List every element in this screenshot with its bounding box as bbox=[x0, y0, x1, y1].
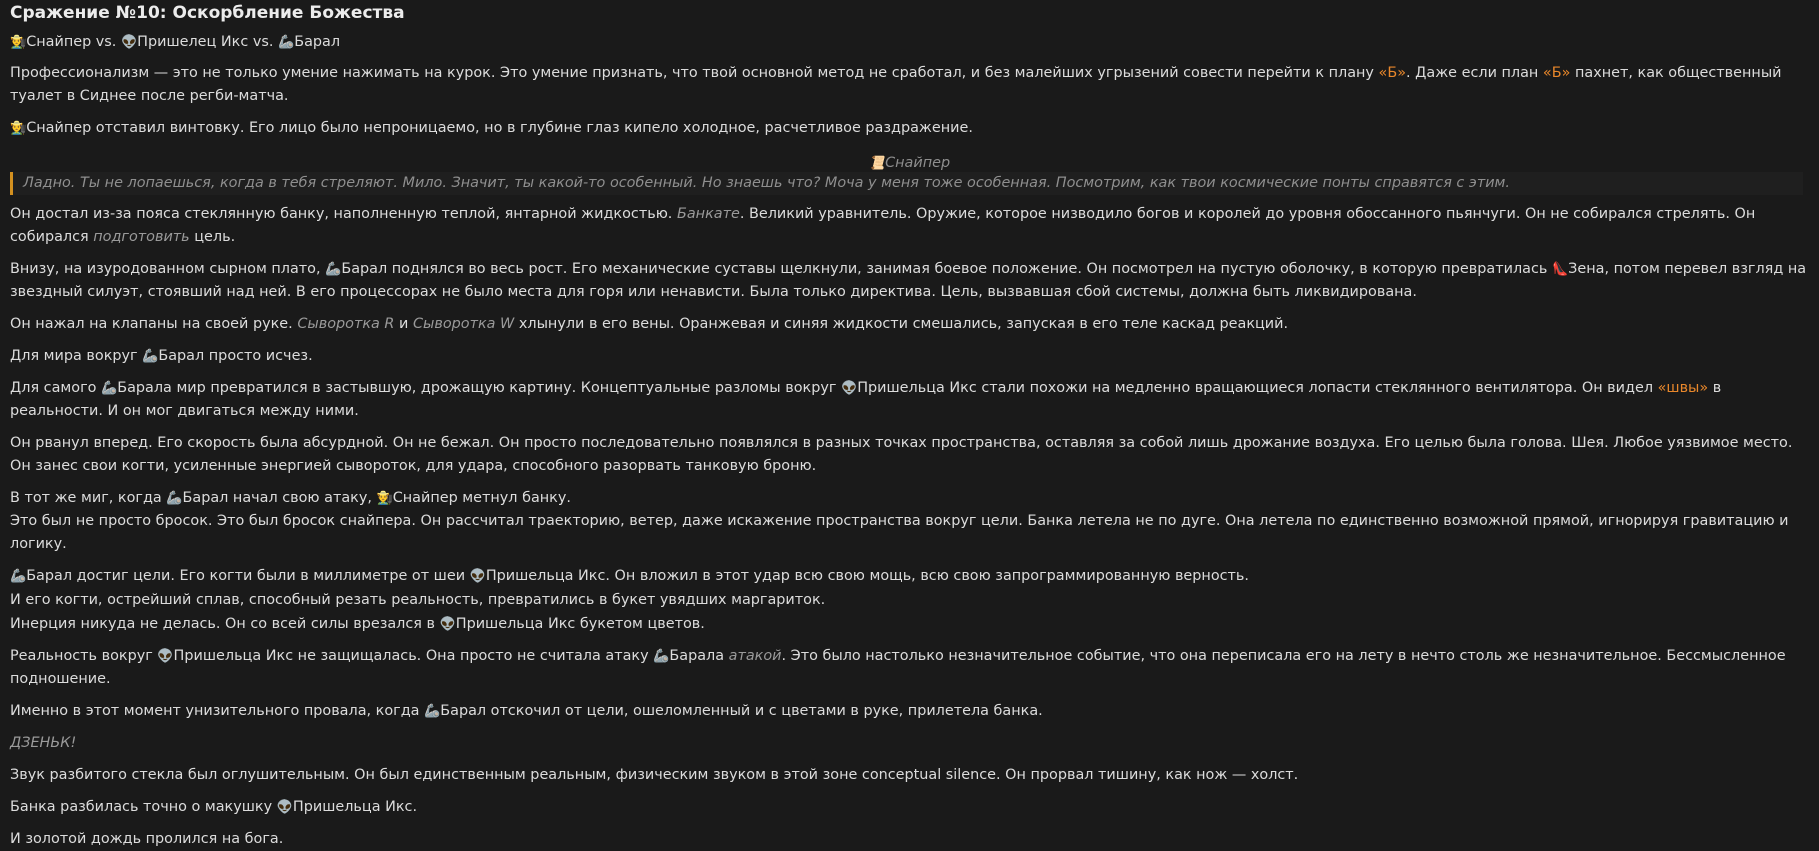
serum-r-term: Сыворотка R bbox=[297, 316, 395, 332]
p5-text-a: Он нажал на клапаны на своей руке. bbox=[10, 316, 298, 332]
mechanical-arm-icon: 🦾 bbox=[325, 262, 342, 277]
mechanical-arm-icon: 🦾 bbox=[166, 491, 183, 506]
alien-icon: 👽 bbox=[469, 569, 486, 584]
matchup-sniper: Снайпер vs. bbox=[26, 34, 117, 50]
high-heel-icon: 👠 bbox=[1551, 262, 1569, 277]
p14-text-c: Барала bbox=[669, 648, 729, 664]
p13-text-a: Инерция никуда не делась. Он со всей силы врезался в bbox=[10, 616, 440, 632]
p9-text-c: Снайпер метнул банку. bbox=[392, 490, 571, 506]
p2-text: Снайпер отставил винтовку. Его лицо было непроницаемо, но в глубине глаз кипело холодное, расчетливое раздражение. bbox=[26, 120, 973, 136]
farmer-icon: 👨‍🌾 bbox=[10, 121, 27, 136]
alien-icon: 👽 bbox=[439, 617, 456, 632]
paragraph-14 bbox=[10, 645, 1809, 691]
speaker-name: Снайпер bbox=[885, 155, 951, 171]
p1-text-a: Профессионализм — это не только умение нажимать на курок. Это умение признать, что твой основной метод не сработал, и без малейших угрызений совести перейти к плану bbox=[10, 65, 1379, 81]
matchup-baral: Барал bbox=[294, 34, 341, 50]
mechanical-arm-icon: 🦾 bbox=[101, 381, 118, 396]
p15-text-a: Именно в этот момент унизительного провала, когда bbox=[10, 703, 425, 719]
paragraph-6 bbox=[10, 345, 1809, 368]
matchup-line bbox=[10, 31, 1809, 54]
paragraph-10: Это был не просто бросок. Это был бросок снайпера. Он рассчитал траекторию, ветер, даже искажение пространства вокруг цели. Банка летела не по дуге. Она летела по единственно возможной прямой, игнорируя гравитацию и логику. bbox=[10, 513, 1789, 552]
alien-icon: 👽 bbox=[120, 35, 138, 50]
p7-text-d: в реальности. И он мог двигаться между ними. bbox=[10, 380, 1722, 419]
paragraph-5 bbox=[10, 313, 1809, 336]
paragraph-3 bbox=[10, 203, 1809, 249]
p9-text-b: Барал начал свою атаку, bbox=[182, 490, 377, 506]
p11-text-b: Пришельца Икс. Он вложил в этот удар всю свою мощь, всю свою запрограммированную верность. bbox=[485, 568, 1249, 584]
serum-w-term: Сыворотка W bbox=[412, 316, 515, 332]
p5-text-b: и bbox=[394, 316, 413, 332]
alien-icon: 👽 bbox=[841, 381, 858, 396]
p7-text-b: Барала мир превратился в застывшую, дрожащую картину. Концептуальные разломы вокруг bbox=[117, 380, 842, 396]
p3-text-a: Он достал из-за пояса стеклянную банку, наполненную теплой, янтарной жидкостью. bbox=[10, 206, 677, 222]
mechanical-arm-icon: 🦾 bbox=[278, 35, 295, 50]
p14-text-a: Реальность вокруг bbox=[10, 648, 158, 664]
scroll-icon: 📜 bbox=[868, 156, 886, 171]
paragraph-13 bbox=[10, 613, 1809, 636]
p14-text-d: . Это было настолько незначительное событие, что она переписала его на лету в нечто столь же незначительное. Бессмысленное подношение. bbox=[10, 648, 1786, 687]
bankate-term: Банкате bbox=[676, 206, 740, 222]
plan-b-2: «Б» bbox=[1542, 65, 1571, 81]
paragraph-2 bbox=[10, 117, 1809, 140]
p4-text-a: Внизу, на изуродованном сырном плато, bbox=[10, 261, 326, 277]
alien-icon: 👽 bbox=[276, 800, 293, 815]
paragraph-15 bbox=[10, 700, 1809, 723]
paragraph-11 bbox=[10, 565, 1809, 588]
sound-effect: ДЗЕНЬК! bbox=[10, 735, 77, 751]
p4-text-c: Зена, потом перевел взгляд на звездный силуэт, стоявший над ней. В его процессорах не было места для горя или ненависти. Была только директива. Цель, вызвавшая сбой системы, должна быть ликвидирована. bbox=[10, 261, 1807, 300]
plan-b-1: «Б» bbox=[1378, 65, 1406, 81]
paragraph-19: И золотой дождь пролился на бога. bbox=[10, 831, 284, 847]
p18-text-b: Пришельца Икс. bbox=[292, 799, 418, 815]
mechanical-arm-icon: 🦾 bbox=[10, 569, 27, 584]
paragraph-12: И его когти, острейший сплав, способный резать реальность, превратились в букет увядших маргариток. bbox=[10, 592, 826, 608]
paragraph-4 bbox=[10, 258, 1809, 304]
p1-text-d: пахнет, как общественный туалет в Сиднее после регби-матча. bbox=[10, 65, 1782, 104]
farmer-icon: 👨‍🌾 bbox=[10, 35, 27, 50]
paragraph-7 bbox=[10, 377, 1809, 423]
mechanical-arm-icon: 🦾 bbox=[653, 649, 670, 664]
paragraph-9 bbox=[10, 487, 1809, 510]
paragraph-8: Он рванул вперед. Его скорость была абсурдной. Он не бежал. Он просто последовательно появлялся в разных точках пространства, оставляя за собой лишь дрожание воздуха. Его целью была голова. Шея. Любое уязвимое место. Он занес свои когти, усиленные энергией сывороток, для удара, способного разорвать танковую броню. bbox=[10, 435, 1793, 474]
p3-text-c: цель. bbox=[189, 229, 236, 245]
mechanical-arm-icon: 🦾 bbox=[424, 704, 441, 719]
prepare-term: подготовить bbox=[93, 229, 190, 245]
story-title: Сражение №10: Оскорбление Божества bbox=[10, 3, 405, 23]
p15-text-b: Барал отскочил от цели, ошеломленный и с цветами в руке, прилетела банка. bbox=[440, 703, 1043, 719]
p9-text-a: В тот же миг, когда bbox=[10, 490, 167, 506]
paragraph-17: Звук разбитого стекла был оглушительным. Он был единственным реальным, физическим звуком в этой зоне conceptual silence. Он прорвал тишину, как нож — холст. bbox=[10, 767, 1299, 783]
quote-block: Ладно. Ты не лопаешься, когда в тебя стреляют. Мило. Значит, ты какой-то особенный. Но знаешь что? Моча у меня тоже особенная. Посмотрим, как твои космические понты справятся с этим. bbox=[10, 172, 1803, 195]
p13-text-b: Пришельца Икс букетом цветов. bbox=[455, 616, 705, 632]
p6-text-b: Барал просто исчез. bbox=[158, 348, 313, 364]
farmer-icon: 👨‍🌾 bbox=[376, 491, 393, 506]
p4-text-b: Барал поднялся во весь рост. Его механические суставы щелкнули, занимая боевое положение. Он посмотрел на пустую оболочку, в которую превратилась bbox=[341, 261, 1552, 277]
matchup-alien: Пришелец Икс vs. bbox=[137, 34, 274, 50]
mechanical-arm-icon: 🦾 bbox=[142, 349, 159, 364]
p3-text-b: . Великий уравнитель. Оружие, которое низводило богов и королей до уровня обоссанного пьянчуги. Он не собирался стрелять. Он собирался bbox=[10, 206, 1756, 245]
p14-text-b: Пришельца Икс не защищалась. Она просто не считала атаку bbox=[173, 648, 654, 664]
paragraph-1 bbox=[10, 62, 1809, 108]
p7-text-c: Пришельца Икс стали похожи на медленно вращающиеся лопасти стеклянного вентилятора. Он видел bbox=[857, 380, 1658, 396]
p6-text-a: Для мира вокруг bbox=[10, 348, 143, 364]
p5-text-c: хлынули в его вены. Оранжевая и синяя жидкости смешались, запуская в его теле каскад реакций. bbox=[514, 316, 1289, 332]
alien-icon: 👽 bbox=[157, 649, 174, 664]
attack-term: атакой bbox=[728, 648, 782, 664]
seams-term: «швы» bbox=[1657, 380, 1709, 396]
p11-text-a: Барал достиг цели. Его когти были в миллиметре от шеи bbox=[26, 568, 470, 584]
p18-text-a: Банка разбилась точно о макушку bbox=[10, 799, 277, 815]
p7-text-a: Для самого bbox=[10, 380, 102, 396]
p1-text-c: . Даже если план bbox=[1406, 65, 1543, 81]
